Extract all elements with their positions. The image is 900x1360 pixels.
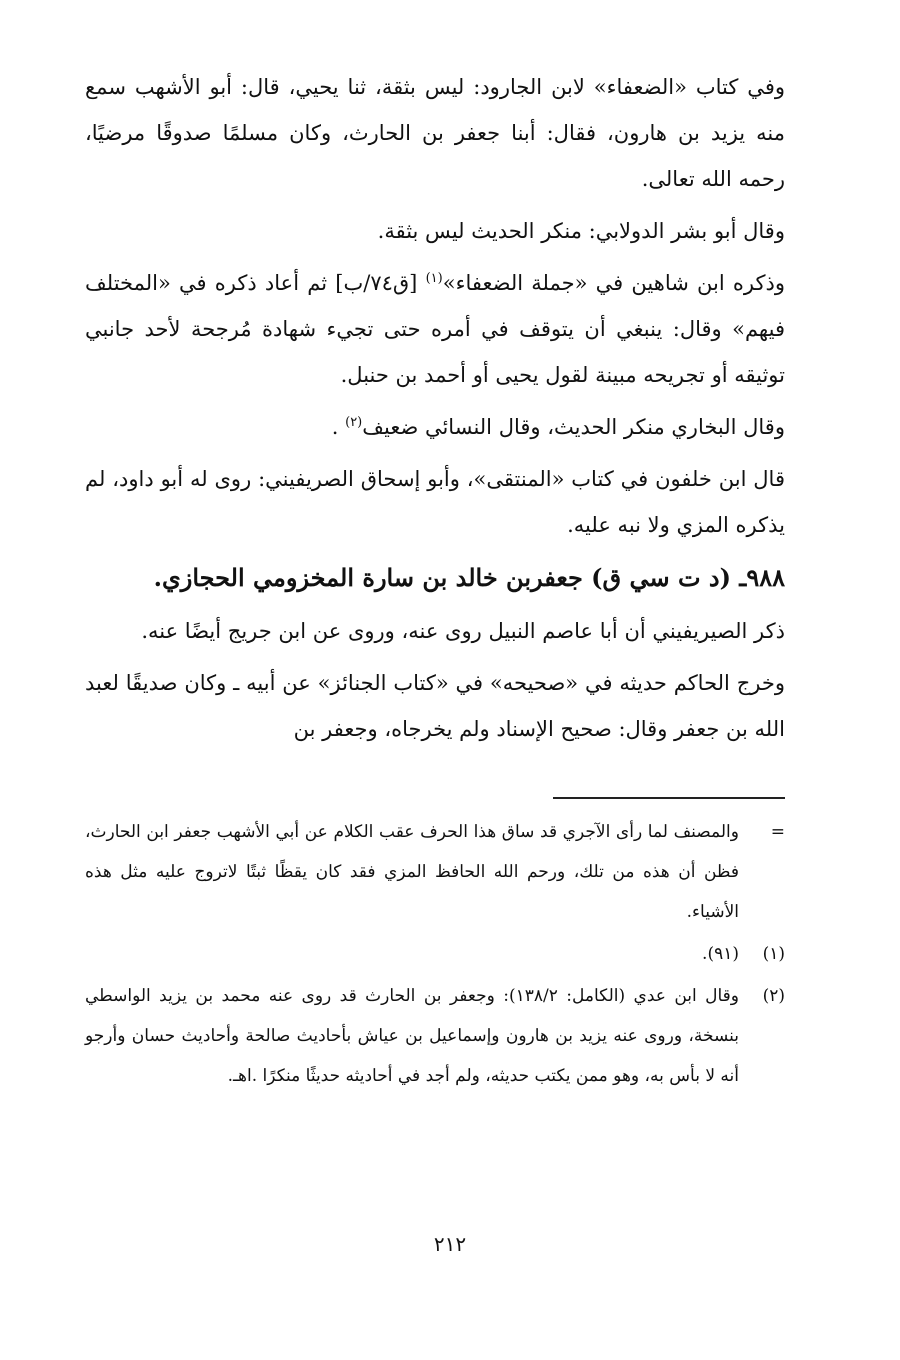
paragraph-bukhari-start: وقال البخاري منكر الحديث، وقال النسائي ضعيف bbox=[362, 415, 785, 439]
footnote-continuation bbox=[85, 812, 785, 932]
footnote-marker: (١) bbox=[762, 944, 785, 964]
paragraph-ibn-shahin-rest: [ق٧٤/ب] ثم أعاد ذكره في «المختلف فيهم» وقال: ينبغي أن يتوقف في أمره حتى تجيء شهادة مُرجحة لأحد جانبي توثيقه أو تجريحه مبينة لقول يحيى أو أحمد بن حنبل. bbox=[85, 271, 785, 387]
footnote-marker: = bbox=[770, 822, 785, 842]
paragraph-ibn-jarud: وفي كتاب «الضعفاء» لابن الجارود: ليس بثقة، ثنا يحيي، قال: أبو الأشهب سمع منه يزيد بن هارون، فقال: أبنا جعفر بن الحارث، وكان مسلمًا صدوقًا مرضيًا، رحمه الله تعالى. bbox=[85, 75, 785, 191]
paragraph-ibn-khalfun: قال ابن خلفون في كتاب «المنتقى»، وأبو إسحاق الصريفيني: روى له أبو داود، لم يذكره المزي ولا نبه عليه. bbox=[85, 467, 785, 537]
paragraph-ibn-shahin bbox=[85, 260, 785, 398]
footnote-marker: (٢) bbox=[762, 986, 785, 1006]
page-number: ٢١٢ bbox=[433, 1232, 467, 1256]
footnote-text: والمصنف لما رأى الآجري قد ساق هذا الحرف عقب الكلام عن أبي الأشهب جعفر ابن الحارث، فظن أن هذه من تلك، ورحم الله الحافظ المزي فقد كان يقظًا ثبتًا لاتروج عليه مثل هذه الأشياء. bbox=[85, 822, 739, 922]
footnote-ref-1: (١) bbox=[425, 271, 443, 286]
main-text bbox=[85, 64, 785, 758]
paragraph-bukhari bbox=[85, 404, 785, 450]
paragraph-ibn-shahin-start: وذكره ابن شاهين في «جملة الضعفاء» bbox=[442, 271, 785, 295]
paragraph-sarifini: ذكر الصيريفيني أن أبا عاصم النبيل روى عنه، وروى عن ابن جريج أيضًا عنه. bbox=[141, 619, 785, 643]
footnotes-section bbox=[85, 812, 785, 1098]
paragraph-bukhari-end: . bbox=[331, 415, 346, 439]
footnote-1 bbox=[85, 934, 785, 974]
footnote-2 bbox=[85, 976, 785, 1096]
paragraph-dulabi: وقال أبو بشر الدولابي: منكر الحديث ليس بثقة. bbox=[377, 219, 785, 243]
entry-heading: ٩٨٨ـ (د ت سي ق) جعفربن خالد بن سارة المخزومي الحجازي. bbox=[153, 563, 785, 592]
footnote-divider bbox=[553, 797, 785, 799]
footnote-text: (٩١). bbox=[702, 944, 739, 964]
footnote-text: وقال ابن عدي (الكامل: ١٣٨/٢): وجعفر بن الحارث قد روى عنه محمد بن يزيد الواسطي بنسخة، وروى عنه يزيد بن هارون وإسماعيل بن عياش بأحاديث صالحة وأحاديث حسان وأرجو أنه لا بأس به، وهو ممن يكتب حديثه، ولم أجد في أحاديثه حديثًا منكرًا .اهـ. bbox=[85, 986, 739, 1086]
footnote-ref-2: (٢) bbox=[345, 415, 363, 430]
paragraph-hakim: وخرج الحاكم حديثه في «صحيحه» في «كتاب الجنائز» عن أبيه ـ وكان صديقًا لعبد الله بن جعفر وقال: صحيح الإسناد ولم يخرجاه، وجعفر بن bbox=[85, 671, 785, 741]
